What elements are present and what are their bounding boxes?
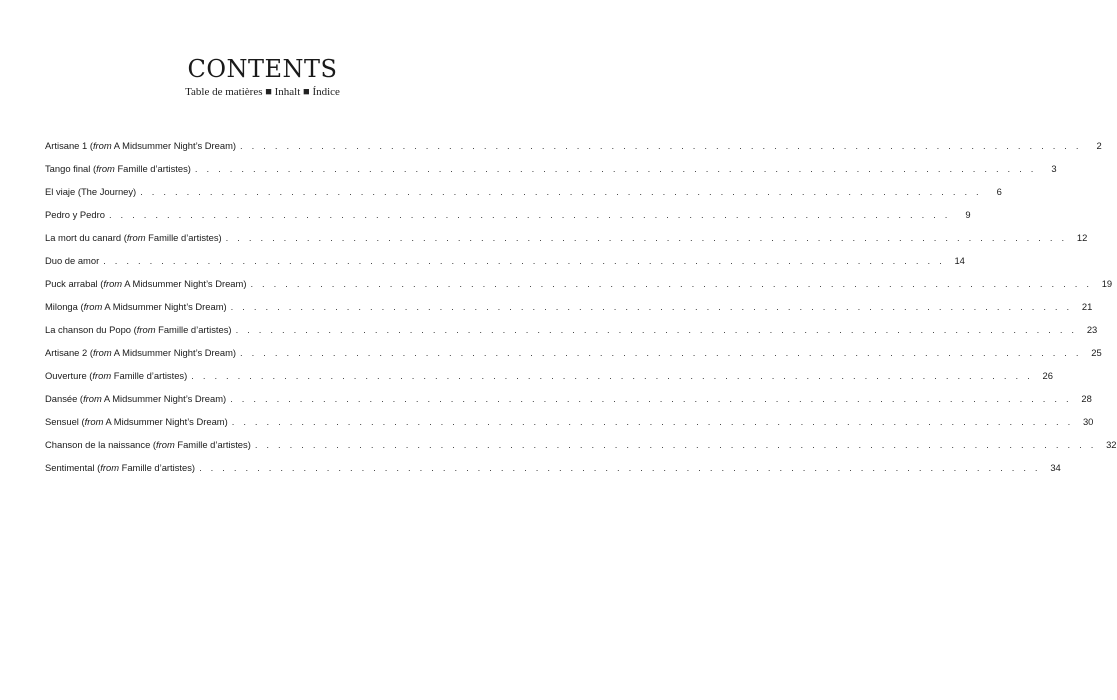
toc-entry-title: Sentimental (from Famille d’artistes) [45, 462, 196, 473]
toc-entry-source: Famille d’artistes) [174, 439, 251, 450]
toc-entry [45, 278, 1113, 301]
toc-entry-source: A Midsummer Night’s Dream) [111, 140, 237, 151]
toc-entry-name: Sensuel [45, 416, 79, 427]
toc-entry-title: Dansée (from A Midsummer Night’s Dream) [45, 393, 227, 404]
toc-entry-name: Pedro y Pedro [45, 209, 105, 220]
toc-entry-title: Tango final (from Famille d’artistes) [45, 163, 191, 174]
toc-leader-dots: . . . . . . . . . . . . . . . . . . . . . . . . . . . . . . . . . . . . . . . . . . . . . . . . . . . . . . . . . . . . . . . . . . . . . . . . . [199, 462, 1041, 473]
toc-leader-dots: . . . . . . . . . . . . . . . . . . . . . . . . . . . . . . . . . . . . . . . . . . . . . . . . . . . . . . . . . . . . . . . . . . . . . . . . . [191, 370, 1033, 381]
toc-entry-from: from [83, 301, 103, 312]
toc-entry-page-number: 19 [1101, 278, 1113, 289]
toc-entry-page-number: 23 [1086, 324, 1098, 335]
toc-entry [45, 324, 1098, 347]
toc-entry-from: from [103, 278, 123, 289]
toc-entry [45, 186, 1002, 209]
toc-leader-dots: . . . . . . . . . . . . . . . . . . . . . . . . . . . . . . . . . . . . . . . . . . . . . . . . . . . . . . . . . . . . . . . . . . . . . . . . . [254, 439, 1097, 450]
toc-entry-title: La mort du canard (from Famille d’artistes) [45, 232, 222, 243]
toc-entry-page-number: 34 [1050, 462, 1061, 473]
toc-entry [45, 301, 1093, 324]
toc-entry-name: Duo de amor [45, 255, 100, 266]
toc-entry-source: A Midsummer Night’s Dream) [111, 347, 237, 358]
toc-leader-dots: . . . . . . . . . . . . . . . . . . . . . . . . . . . . . . . . . . . . . . . . . . . . . . . . . . . . . . . . . . . . . . . . . . . . . . . . . [230, 393, 1072, 404]
toc-entry-page-number: 30 [1082, 416, 1094, 427]
toc-entry-title: Puck arrabal (from A Midsummer Night’s Dream) [45, 278, 247, 289]
toc-entry [45, 255, 965, 278]
toc-leader-dots: . . . . . . . . . . . . . . . . . . . . . . . . . . . . . . . . . . . . . . . . . . . . . . . . . . . . . . . . . . . . . . . . . . . . . . . . . [240, 347, 1082, 358]
page-title: CONTENTS [187, 55, 338, 83]
toc-entry-from: from [96, 163, 115, 174]
toc-leader-dots: . . . . . . . . . . . . . . . . . . . . . . . . . . . . . . . . . . . . . . . . . . . . . . . . . . . . . . . . . . . . . . . . . . . . . . . . . [103, 255, 945, 266]
toc-entry-from: from [92, 370, 112, 381]
toc-entry-title: Milonga (from A Midsummer Night’s Dream) [45, 301, 227, 312]
toc-entry-title: Chanson de la naissance (from Famille d’artistes) [45, 439, 251, 450]
toc-entry-title: La chanson du Popo (from Famille d’artistes) [45, 324, 232, 335]
toc-leader-dots: . . . . . . . . . . . . . . . . . . . . . . . . . . . . . . . . . . . . . . . . . . . . . . . . . . . . . . . . . . . . . . . . . . . . . . . . . [240, 140, 1082, 151]
toc-entry-page-number: 25 [1091, 347, 1102, 358]
toc-entry-source: Famille d’artistes) [155, 324, 232, 335]
toc-entry-name: Ouverture [45, 370, 87, 381]
toc-entry-source: Famille d’artistes) [119, 462, 196, 473]
toc-leader-dots: . . . . . . . . . . . . . . . . . . . . . . . . . . . . . . . . . . . . . . . . . . . . . . . . . . . . . . . . . . . . . . . . . . . . . . . . . [231, 416, 1074, 427]
toc-entry-name: Tango final [45, 163, 91, 174]
toc-entry-name: Chanson de la naissance [45, 439, 151, 450]
toc-entry [45, 439, 1117, 462]
toc-entry-page-number: 26 [1042, 370, 1053, 381]
toc-entry-source: Famille d’artistes) [111, 370, 188, 381]
toc-entry-source: A Midsummer Night’s Dream) [122, 278, 247, 289]
toc-entry [45, 232, 1088, 255]
toc-entry-page-number: 32 [1106, 439, 1117, 450]
toc-entry-name: Milonga [45, 301, 78, 312]
toc-entry-source: Famille d’artistes) [114, 163, 191, 174]
toc-entry [45, 209, 971, 232]
toc-entry-name: Artisane 1 [45, 140, 88, 151]
toc-entry-page-number: 12 [1076, 232, 1088, 243]
toc-entry-name: Dansée [45, 393, 78, 404]
toc-leader-dots: . . . . . . . . . . . . . . . . . . . . . . . . . . . . . . . . . . . . . . . . . . . . . . . . . . . . . . . . . . . . . . . . . . . . . . . . . [250, 278, 1093, 289]
toc-entry [45, 370, 1053, 393]
toc-entry-page-number: 28 [1081, 393, 1092, 404]
toc-entry-from: from [100, 462, 119, 473]
toc-entry [45, 393, 1092, 416]
toc-entry-page-number: 14 [954, 255, 965, 266]
toc-entry-source: Famille d’artistes) [145, 232, 222, 243]
toc-entry-name: La chanson du Popo [45, 324, 132, 335]
toc-leader-dots: . . . . . . . . . . . . . . . . . . . . . . . . . . . . . . . . . . . . . . . . . . . . . . . . . . . . . . . . . . . . . . . . . . . . . . . . . [108, 209, 951, 220]
page-subtitle: Table de matières ■ Inhalt ■ Índice [185, 86, 340, 98]
toc-entry-from: from [83, 393, 102, 404]
toc-entry-source: A Midsummer Night’s Dream) [103, 416, 228, 427]
toc-entry [45, 347, 1102, 370]
toc-entry-title: Artisane 2 (from A Midsummer Night’s Dream) [45, 347, 237, 358]
toc-entry-from: from [156, 439, 175, 450]
toc-entry [45, 416, 1094, 439]
toc-leader-dots: . . . . . . . . . . . . . . . . . . . . . . . . . . . . . . . . . . . . . . . . . . . . . . . . . . . . . . . . . . . . . . . . . . . . . . . . . [140, 186, 982, 197]
toc-entry-title [45, 255, 99, 266]
toc-leader-dots: . . . . . . . . . . . . . . . . . . . . . . . . . . . . . . . . . . . . . . . . . . . . . . . . . . . . . . . . . . . . . . . . . . . . . . . . . [225, 232, 1068, 243]
toc-entry-page-number: 9 [965, 209, 971, 220]
toc-entry [45, 140, 1102, 163]
toc-entry-title [45, 209, 105, 220]
toc-entry-page-number: 2 [1096, 140, 1102, 151]
toc-entry-from: from [92, 140, 112, 151]
toc-entry-name: Sentimental [45, 462, 95, 473]
toc-entry-name: Artisane 2 [45, 347, 88, 358]
toc-entry-name: La mort du canard [45, 232, 122, 243]
toc-leader-dots: . . . . . . . . . . . . . . . . . . . . . . . . . . . . . . . . . . . . . . . . . . . . . . . . . . . . . . . . . . . . . . . . . . . . . . . . . [230, 301, 1073, 312]
toc-entry-from: from [136, 324, 156, 335]
toc-entry-source: A Midsummer Night’s Dream) [101, 393, 227, 404]
toc-entry-page-number: 6 [996, 186, 1002, 197]
toc-entry [45, 462, 1061, 485]
toc-entry-title [45, 186, 136, 197]
toc-entry-title: Sensuel (from A Midsummer Night’s Dream) [45, 416, 228, 427]
toc-entry-name: El viaje (The Journey) [45, 186, 137, 197]
toc-leader-dots: . . . . . . . . . . . . . . . . . . . . . . . . . . . . . . . . . . . . . . . . . . . . . . . . . . . . . . . . . . . . . . . . . . . . . . . . . [194, 163, 1037, 174]
toc-entry-source: A Midsummer Night’s Dream) [102, 301, 227, 312]
toc-entry-page-number: 3 [1051, 163, 1057, 174]
toc-entry-title: Ouverture (from Famille d’artistes) [45, 370, 188, 381]
toc-entry-name: Puck arrabal [45, 278, 101, 289]
toc-entry-from: from [126, 232, 146, 243]
toc-entry-from: from [92, 347, 112, 358]
toc-entry [45, 163, 1057, 186]
toc-entry-from: from [84, 416, 104, 427]
toc-entry-title: Artisane 1 (from A Midsummer Night’s Dream) [45, 140, 237, 151]
table-of-contents [45, 140, 1117, 485]
toc-leader-dots: . . . . . . . . . . . . . . . . . . . . . . . . . . . . . . . . . . . . . . . . . . . . . . . . . . . . . . . . . . . . . . . . . . . . . . . . . [235, 324, 1078, 335]
toc-entry-page-number: 21 [1081, 301, 1093, 312]
